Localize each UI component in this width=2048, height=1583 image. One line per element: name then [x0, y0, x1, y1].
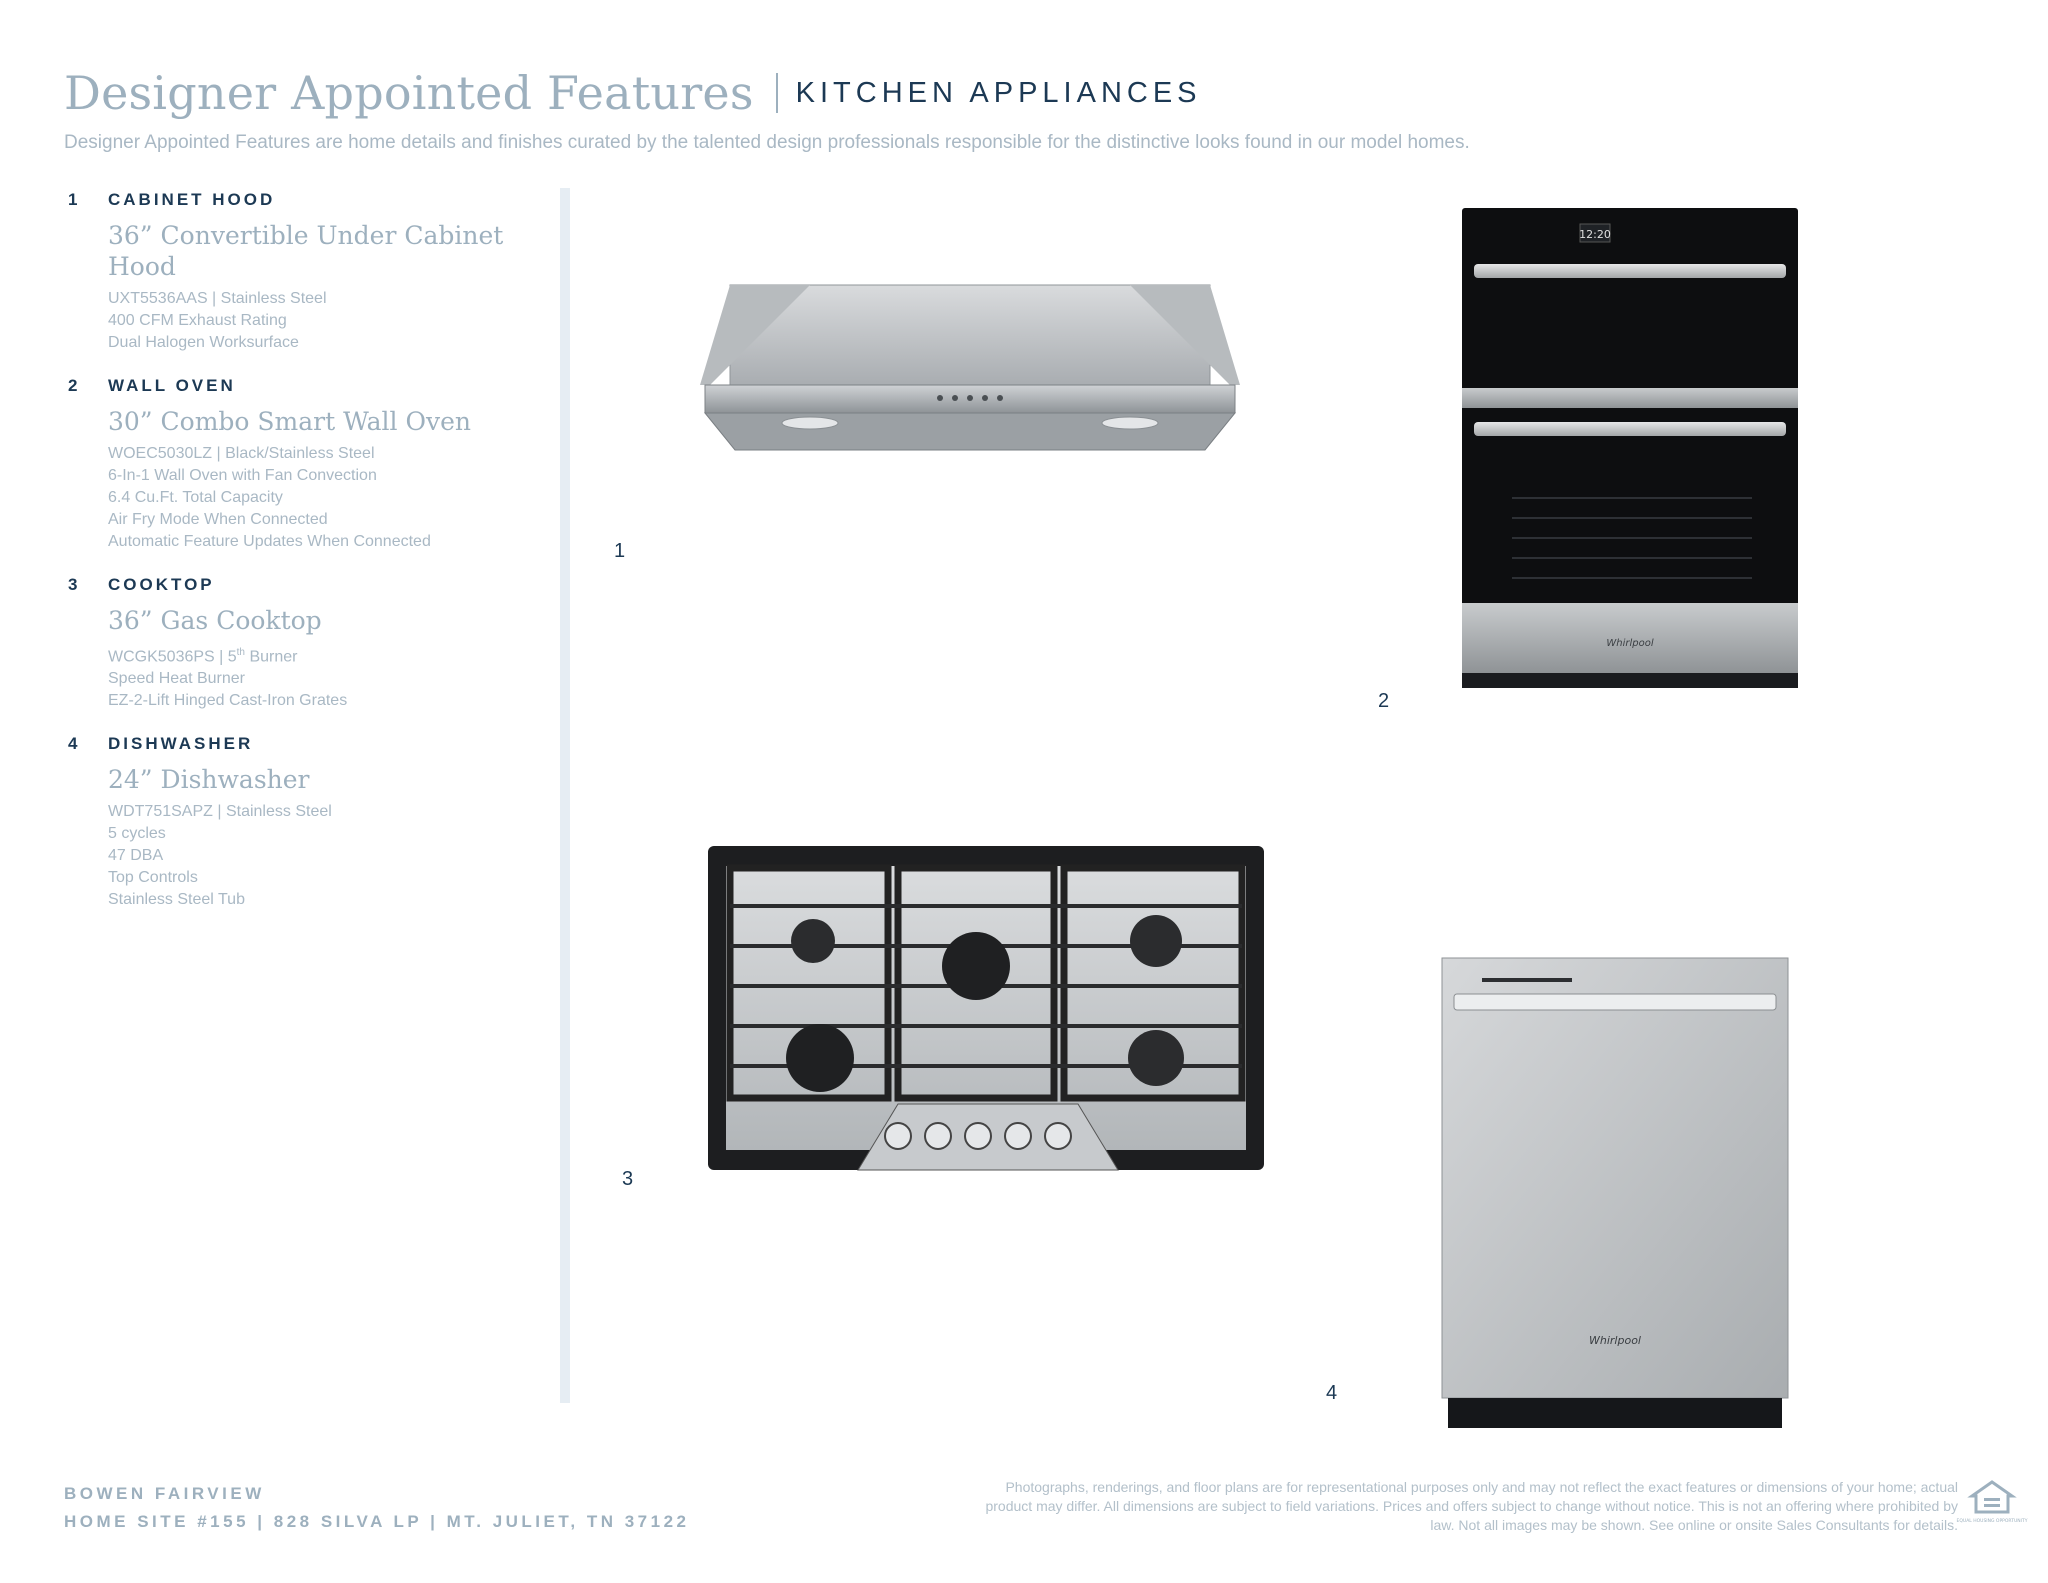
- feature-category: DISHWASHER: [108, 734, 254, 754]
- range-hood-image: [700, 280, 1240, 455]
- feature-category: COOKTOP: [108, 575, 215, 594]
- feature-detail: Automatic Feature Updates When Connected: [108, 533, 431, 550]
- page-category: KITCHEN APPLIANCES: [795, 76, 1202, 109]
- feature-detail: WOEC5030LZ | Black/Stainless Steel: [108, 445, 375, 462]
- dishwasher-brand: Whirlpool: [1589, 1334, 1641, 1347]
- feature-detail: 400 CFM Exhaust Rating: [108, 312, 287, 329]
- feature-item: [68, 190, 538, 354]
- feature-number: 3: [68, 575, 81, 594]
- oven-brand: Whirlpool: [1606, 638, 1654, 649]
- feature-detail: UXT5536AAS | Stainless Steel: [108, 290, 327, 307]
- footer-address-block: [64, 1480, 689, 1536]
- image-label: 1: [614, 540, 626, 562]
- feature-detail: Air Fry Mode When Connected: [108, 511, 328, 528]
- page-header: [64, 66, 2008, 154]
- feature-detail: Dual Halogen Worksurface: [108, 334, 299, 351]
- oven-clock: 12:20: [1579, 228, 1611, 241]
- feature-detail: Speed Heat Burner: [108, 670, 245, 688]
- feature-detail: 47 DBA: [108, 847, 164, 865]
- home-site-address: HOME SITE #155 | 828 SILVA LP | MT. JULIET, TN 37122: [64, 1512, 690, 1531]
- title-separator: [776, 73, 778, 113]
- feature-name: 36” Convertible Under Cabinet Hood: [108, 221, 504, 281]
- title-row: [64, 66, 2008, 120]
- disclaimer-text: Photographs, renderings, and floor plans are for representational purposes only and may not reflect the exact features or dimensions of your home; actual product may differ. All dimensions are subject to field variations. Prices and offers subject to change without notice. This is not an offering where prohibited by law. Not all images may be shown. See online or onsite Sales Consultants for details.: [985, 1479, 1958, 1533]
- feature-number: 2: [68, 376, 81, 395]
- feature-detail: WCGK5036PS | 5th Burner: [108, 647, 298, 666]
- feature-number: 1: [68, 190, 81, 209]
- page-title: Designer Appointed Features: [64, 66, 754, 120]
- equal-housing-icon: [1956, 1478, 2028, 1526]
- feature-detail: WDT751SAPZ | Stainless Steel: [108, 803, 332, 821]
- feature-detail: 6.4 Cu.Ft. Total Capacity: [108, 489, 283, 506]
- feature-detail: EZ-2-Lift Hinged Cast-Iron Grates: [108, 692, 348, 710]
- feature-name: 36” Gas Cooktop: [108, 606, 322, 635]
- feature-detail: 5 cycles: [108, 825, 166, 843]
- feature-item: [68, 734, 538, 911]
- wall-oven-image: [1462, 208, 1798, 688]
- community-name: BOWEN FAIRVIEW: [64, 1484, 265, 1503]
- feature-detail: Stainless Steel Tub: [108, 891, 245, 909]
- image-label: 4: [1326, 1382, 1338, 1404]
- dishwasher-image: [1442, 958, 1792, 1428]
- svg-text:EQUAL HOUSING OPPORTUNITY: EQUAL HOUSING OPPORTUNITY: [1956, 1519, 2028, 1524]
- feature-name: 30” Combo Smart Wall Oven: [108, 407, 471, 436]
- feature-item: [68, 376, 538, 553]
- feature-list: [68, 190, 538, 933]
- feature-number: 4: [68, 734, 81, 754]
- feature-category: CABINET HOOD: [108, 190, 276, 209]
- feature-detail: 6-In-1 Wall Oven with Fan Convection: [108, 467, 377, 484]
- feature-item: [68, 575, 538, 712]
- column-divider: [560, 188, 570, 1403]
- feature-category: WALL OVEN: [108, 376, 236, 395]
- feature-detail: Top Controls: [108, 869, 198, 887]
- gas-cooktop-image: [708, 846, 1264, 1170]
- intro-text: Designer Appointed Features are home details and finishes curated by the talented design professionals responsible for the distinctive looks found in our model homes.: [64, 132, 1470, 153]
- image-label: 2: [1378, 690, 1390, 712]
- image-label: 3: [622, 1168, 634, 1190]
- feature-name: 24” Dishwasher: [108, 765, 310, 795]
